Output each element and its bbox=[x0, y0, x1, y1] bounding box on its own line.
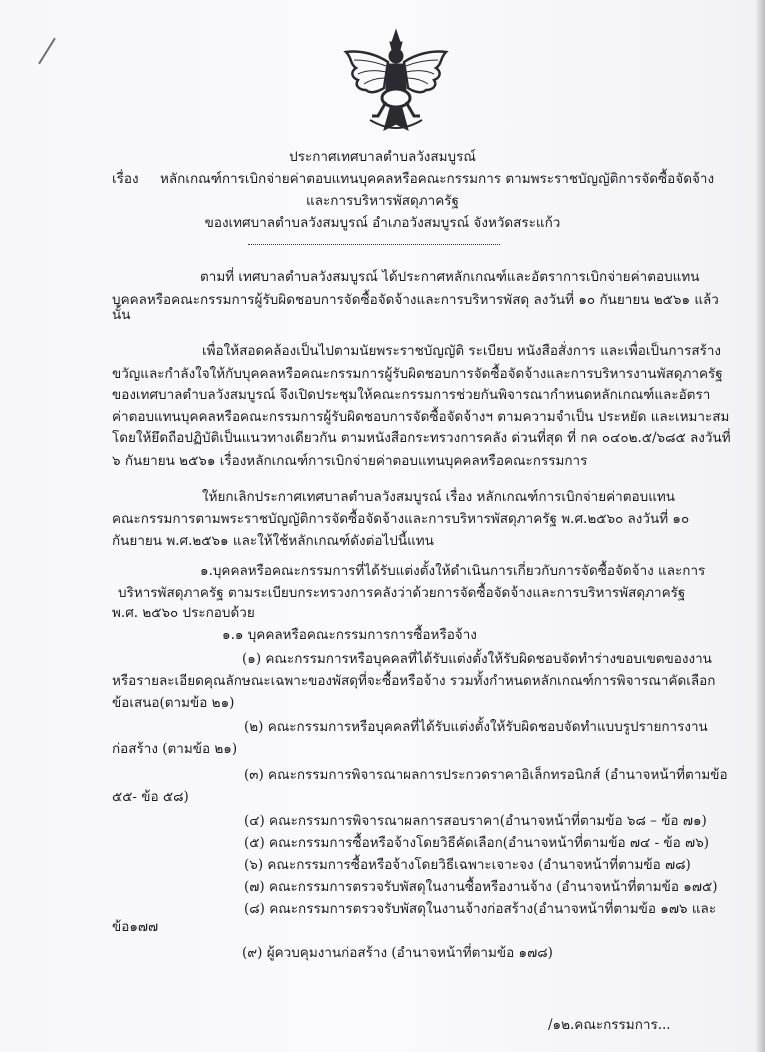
item-2-line-1: (๒) คณะกรรมการหรือบุคคลที่ได้รับแต่งตั้งให้รับผิดชอบจัดทำแบบรูปรายการงาน bbox=[244, 719, 708, 735]
sub-heading: ๑.๑ บุคคลหรือคณะกรรมการการซื้อหรือจ้าง bbox=[222, 627, 477, 643]
item-1-line-1: (๑) คณะกรรมการหรือบุคคลที่ได้รับแต่งตั้งให้รับผิดชอบจัดทำร่างขอบเขตของงาน bbox=[242, 651, 712, 667]
item-7: (๗) คณะกรรมการตรวจรับพัสดุในงานซื้อหรืองานจ้าง (อำนาจหน้าที่ตามข้อ ๑๗๕) bbox=[244, 879, 718, 895]
item-3-line-1: (๓) คณะกรรมการพิจารณาผลการประกวดราคาอิเล็กทรอนิกส์ (อำนาจหน้าที่ตามข้อ bbox=[244, 767, 728, 783]
p2-line-4: ค่าตอบแทนบุคคลหรือคณะกรรมการผู้รับผิดชอบการจัดซื้อจัดจ้างฯ ตามความจำเป็น ประหยัด และเหมาะสม bbox=[112, 409, 730, 425]
continuation-note: /๑๒.คณะกรรมการ... bbox=[548, 1017, 671, 1033]
p2-line-5: โดยให้ยึดถือปฏิบัติเป็นแนวทางเดียวกัน ตามหนังสือกระทรวงการคลัง ด่วนที่สุด ที่ กค ๐๔๐๒.๕/๖๘๕ ลงวันที่ bbox=[112, 430, 731, 446]
item-2-line-2: ก่อสร้าง (ตามข้อ ๒๑) bbox=[112, 741, 238, 757]
p2-line-2: ขวัญและกำลังใจให้กับบุคคลหรือคณะกรรมการผู้รับผิดชอบการจัดซื้อจัดจ้างและการบริหารงานพัสดุภาครัฐ bbox=[112, 366, 723, 382]
item-5: (๕) คณะกรรมการซื้อหรือจ้างโดยวิธีคัดเลือก(อำนาจหน้าที่ตามข้อ ๗๔ - ข้อ ๗๖) bbox=[244, 835, 710, 851]
p2-line-1: เพื่อให้สอดคล้องเป็นไปตามนัยพระราชบัญญัติ ระเบียบ หนังสือสั่งการ และเพื่อเป็นการสร้าง bbox=[202, 343, 721, 359]
item-1-line-2: หรือรายละเอียดคุณลักษณะเฉพาะของพัสดุที่จะซื้อหรือจ้าง รวมทั้งกำหนดหลักเกณฑ์การพิจารณาคัดเลือก bbox=[112, 673, 716, 689]
subject-label: เรื่อง bbox=[112, 171, 139, 187]
garuda-emblem-icon bbox=[340, 28, 452, 136]
p1-line-1: ตามที่ เทศบาลตำบลวังสมบูรณ์ ได้ประกาศหลักเกณฑ์และอัตราการเบิกจ่ายค่าตอบแทน bbox=[200, 269, 700, 285]
subject-line-2: และการบริหารพัสดุภาครัฐ bbox=[306, 193, 459, 209]
p1-line-2: บุคคลหรือคณะกรรมการผู้รับผิดชอบการจัดซื้อจัดจ้างและการบริหารพัสดุ ลงวันที่ ๑๐ กันยายน ๒๕๖๑ แล้ว bbox=[112, 292, 719, 308]
item-6: (๖) คณะกรรมการซื้อหรือจ้างโดยวิธีเฉพาะเจาะจง (อำนาจหน้าที่ตามข้อ ๗๘) bbox=[244, 857, 691, 873]
p2-line-3: ของเทศบาลตำบลวังสมบูรณ์ จึงเปิดประชุมให้คณะกรรมการช่วยกันพิจารณากำหนดหลักเกณฑ์และอัตรา bbox=[112, 387, 711, 403]
subject-line-3: ของเทศบาลตำบลวังสมบูรณ์ อำเภอวังสมบูรณ์ จังหวัดสระแก้ว bbox=[204, 215, 561, 231]
p3-line-3: กันยายน พ.ศ.๒๕๖๑ และให้ใช้หลักเกณฑ์ดังต่อไปนี้แทน bbox=[112, 533, 434, 549]
item-8-line-2: ข้อ๑๗๗ bbox=[112, 919, 159, 935]
subject-line-1: หลักเกณฑ์การเบิกจ่ายค่าตอบแทนบุคคลหรือคณะกรรมการ ตามพระราชบัญญัติการจัดซื้อจัดจ้าง bbox=[160, 171, 715, 187]
p3-line-2: คณะกรรมการตามพระราชบัญญัติการจัดซื้อจัดจ้างและการบริหารพัสดุภาครัฐ พ.ศ.๒๕๖๐ ลงวันที่ ๑๐ bbox=[112, 511, 690, 527]
p2-line-6: ๖ กันยายน ๒๕๖๑ เรื่องหลักเกณฑ์การเบิกจ่ายค่าตอบแทนบุคคลหรือคณะกรรมการ bbox=[112, 453, 588, 469]
item-4: (๔) คณะกรรมการพิจารณาผลการสอบราคา(อำนาจหน้าที่ตามข้อ ๖๘ – ข้อ ๗๑) bbox=[244, 813, 707, 829]
p3-line-1: ให้ยกเลิกประกาศเทศบาลตำบลวังสมบูรณ์ เรื่อง หลักเกณฑ์การเบิกจ่ายค่าตอบแทน bbox=[202, 489, 676, 505]
p1-line-3: นั้น bbox=[112, 307, 131, 323]
item-9: (๙) ผู้ควบคุมงานก่อสร้าง (อำนาจหน้าที่ตามข้อ ๑๗๘) bbox=[242, 945, 553, 961]
p4-line-3: พ.ศ. ๒๕๖๐ ประกอบด้วย bbox=[112, 605, 255, 621]
org-title: ประกาศเทศบาลตำบลวังสมบูรณ์ bbox=[289, 149, 476, 165]
item-8-line-1: (๘) คณะกรรมการตรวจรับพัสดุในงานจ้างก่อสร้าง(อำนาจหน้าที่ตามข้อ ๑๗๖ และ bbox=[244, 901, 717, 917]
p4-line-1: ๑.บุคคลหรือคณะกรรมการที่ได้รับแต่งตั้งให้ดำเนินการเกี่ยวกับการจัดซื้อจัดจ้าง และการ bbox=[200, 563, 706, 579]
dotted-separator bbox=[248, 244, 500, 245]
item-3-line-2: ๕๕- ข้อ ๕๘) bbox=[112, 789, 189, 805]
item-1-line-3: ข้อเสนอ(ตามข้อ ๒๑) bbox=[112, 695, 235, 711]
p4-line-2: บริหารพัสดุภาครัฐ ตามระเบียบกระทรวงการคลังว่าด้วยการจัดซื้อจัดจ้างและการบริหารพัสดุภาครัฐ bbox=[118, 585, 686, 601]
